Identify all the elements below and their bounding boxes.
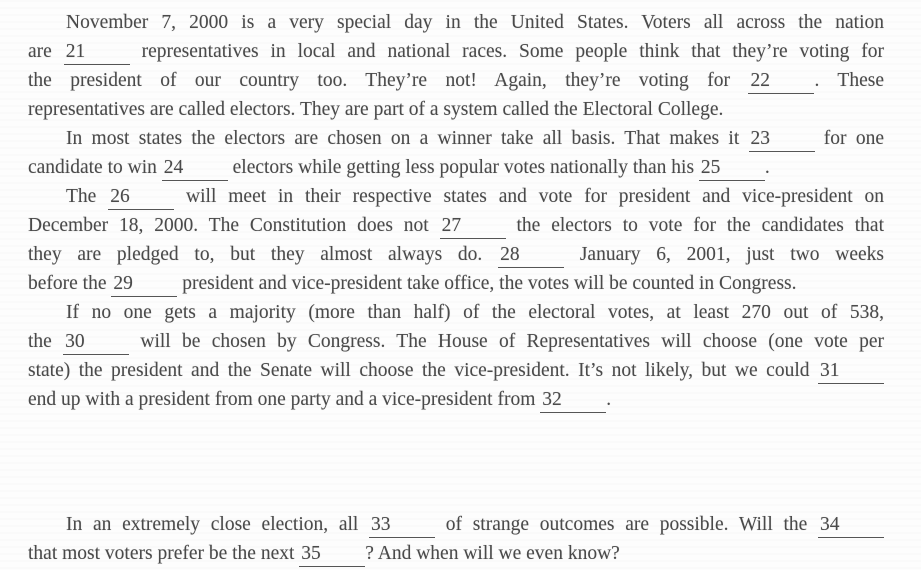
text-segment: are (28, 41, 64, 62)
blank-33: 33 (369, 514, 435, 538)
blank-26: 26 (108, 186, 174, 210)
text-segment: president and vice-president take office, the votes will be counted in Congress. (177, 273, 797, 294)
text-line (28, 211, 884, 240)
blank-30: 30 (63, 331, 129, 355)
text-segment: the president of our country too. They’re not! Again, they’re voting for (28, 70, 749, 91)
paragraph-4 (28, 298, 884, 414)
text-segment: December 18, 2000. The Constitution does not (28, 215, 440, 236)
text-segment: November 7, 2000 is a very special day in the United States. Voters all across the nation (66, 12, 884, 33)
blank-27: 27 (440, 215, 506, 239)
text-line (28, 95, 884, 124)
text-segment: the (28, 331, 64, 352)
text-segment: . These (814, 70, 884, 91)
blank-21: 21 (64, 41, 130, 65)
text-line (28, 356, 884, 385)
text-segment: In an extremely close election, all (66, 514, 370, 535)
paragraph-1 (28, 8, 884, 124)
text-segment: the electors to vote for the candidates that (505, 215, 884, 236)
text-segment: for one (814, 128, 884, 149)
text-line (28, 8, 884, 37)
text-segment: candidate to win (28, 157, 162, 178)
text-line (28, 327, 884, 356)
text-line (28, 385, 884, 414)
text-line (28, 182, 884, 211)
text-segment: ? And when will we even know? (365, 543, 620, 564)
paragraph-5 (28, 510, 884, 568)
paragraph-2 (28, 124, 884, 182)
blank-22: 22 (748, 70, 814, 94)
text-segment: If no one gets a majority (more than half) of the electoral votes, at least 270 out of 538, (66, 302, 884, 323)
text-segment: they are pledged to, but they almost always do. (28, 244, 499, 265)
text-segment: that most voters prefer be the next (28, 543, 300, 564)
text-line (28, 298, 884, 327)
blank-25: 25 (699, 157, 765, 181)
text-segment: In most states the electors are chosen on a winner take all basis. That makes it (66, 128, 749, 149)
text-segment: end up with a president from one party and a vice-president from (28, 389, 541, 410)
blank-32: 32 (540, 389, 606, 413)
text-line (28, 153, 884, 182)
passage (28, 8, 884, 568)
text-line (28, 240, 884, 269)
text-segment: The (66, 186, 109, 207)
text-segment: before the (28, 273, 112, 294)
text-segment: January 6, 2001, just two weeks (564, 244, 884, 265)
text-segment: representatives in local and national races. Some people think that they’re voting for (129, 41, 884, 62)
text-line (28, 124, 884, 153)
text-segment: of strange outcomes are possible. Will the (435, 514, 818, 535)
text-line (28, 269, 884, 298)
text-segment: electors while getting less popular votes nationally than his (227, 157, 699, 178)
text-segment: will be chosen by Congress. The House of Representatives will choose (one vote per (129, 331, 884, 352)
blank-34: 34 (818, 514, 884, 538)
blank-24: 24 (162, 157, 228, 181)
text-line (28, 539, 884, 568)
text-line (28, 510, 884, 539)
blank-28: 28 (498, 244, 564, 268)
blank-23: 23 (749, 128, 815, 152)
blank-35: 35 (299, 543, 365, 567)
text-segment: representatives are called electors. They are part of a system called the Electoral College. (28, 99, 724, 120)
text-line (28, 66, 884, 95)
text-segment: . (764, 157, 770, 178)
text-line (28, 37, 884, 66)
blank-31: 31 (818, 360, 884, 384)
text-segment: . (606, 389, 612, 410)
text-segment: state) the president and the Senate will choose the vice-president. It’s not likely, but we could (28, 360, 818, 381)
blank-29: 29 (111, 273, 177, 297)
text-segment: will meet in their respective states and vote for president and vice-president on (174, 186, 884, 207)
paragraph-3 (28, 182, 884, 298)
